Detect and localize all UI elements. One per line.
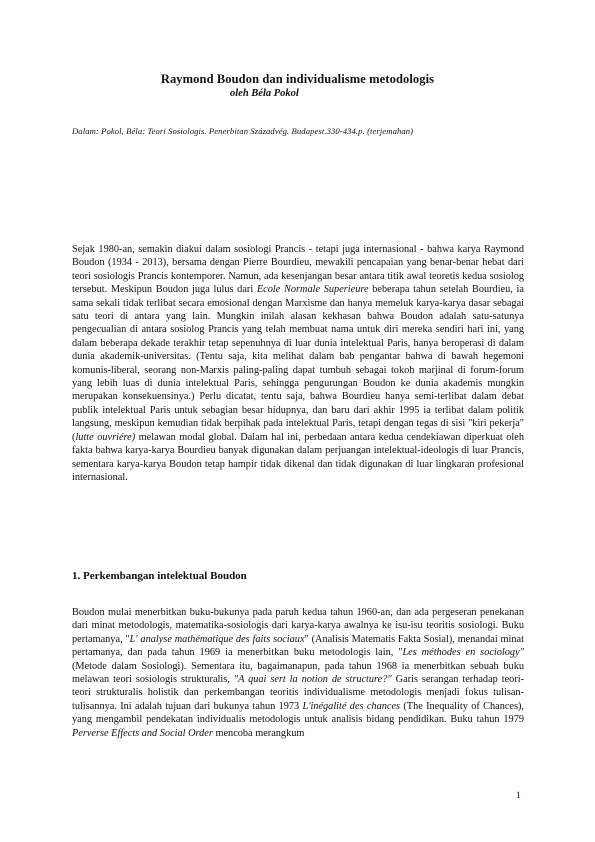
text-run: Boudon mulai menerbitkan buku-bukunya pada paruh kedua tahun 1960-an, dan ada pergeseran penekanan dari minat metodologis, matematika-sosiologis dari karya-karya awalnya ke isu-isu teoritis sosiologi. Buku pertamanya, " xyxy=(72,607,524,645)
document-title: Raymond Boudon dan individualisme metodologis xyxy=(160,72,435,86)
italic-title: L'inégalité des chances xyxy=(302,700,401,712)
text-run: melawan modal global. Dalam hal ini, perbedaan antara kedua cendekiawan diperkuat oleh fakta bahwa karya-karya Bourdieu banyak digunakan dalam perjuangan intelektual-ideologis di luar Prancis, sementara karya-karya Boudon tetap hampir tidak dikenal dan tidak digunakan di luar lingkaran profesional internasional. xyxy=(72,431,524,483)
section-heading: 1. Perkembangan intelektual Boudon xyxy=(72,570,247,582)
text-run: mencoba merangkum xyxy=(212,727,305,739)
page-number: 1 xyxy=(516,791,521,801)
text-run: Sejak 1980-an, semakin diakui dalam sosiologi Prancis - tetapi juga internasional - bahwa karya Raymond Boudon (1934 - 2013), bersama dengan Pierre Bourdieu, mewakili pencapaian yang benar-benar hebat dari teori sosiologis Prancis kontemporer. Namun, ada kesenjangan besar antara titik awal teoretis kedua sosiolog tersebut. Meskipun Boudon juga lulus dari xyxy=(72,244,524,296)
section-paragraph xyxy=(72,606,524,740)
text-run: " (Analisis Matematis Fakta Sosial), menandai minat pertamanya, dan pada tahun 1969 ia menerbitkan buku metodologis lain, " xyxy=(72,633,524,659)
italic-term: lutte ouvriére) xyxy=(75,431,136,443)
italic-title: "A quai sert la notion de structure?" xyxy=(233,674,392,686)
text-run: (Metode dalam Sosiologi). Sementara itu, bagaimanapun, pada tahun 1968 ia menerbitkan sebuah buku melawan teori sosiologis strukturalis, xyxy=(72,660,524,686)
italic-term: Ecole Normale Superieure xyxy=(256,284,369,296)
text-run: Garis serangan terhadap teori-teori strukturalis holistik dan perkembangan teoritis individualisme metodologis menjadi fokus tulisan-tulisannya. Ini adalah tujuan dari bukunya tahun 1973 xyxy=(72,674,525,712)
text-run: beberapa tahun setelah Bourdieu, ia sama sekali tidak terlibat secara emosional dengan Marxisme dan hanya memeluk karya-karya dasar sebagai satu teori di antara yang lain. Mungkin inilah alasan kekhasan bahwa Boudon adalah satu-satunya pengecualian di antara sosiolog Prancis yang telah membuat nama untuk diri mereka sendiri hari ini, yang dalam beberapa dekade terakhir tetap sepenuhnya di luar dunia intelektual Paris, hanya beroperasi di dalam dunia akademik-universitas. (Tentu saja, kita melihat dalam bab pengantar bahwa di bawah hegemoni komunis-liberal, seorang non-Marxis paling-paling dapat tumbuh sebagai tokoh marjinal di forum-forum yang lebih luas di dunia intelektual Paris, sehingga pengurungan Boudon ke dunia akademis mungkin merupakan konsekuensinya.) Perlu dicatat, tentu saja, bahwa Bourdieu hanya semi-terlibat dalam debat publik intelektual Paris untuk sebagian besar hidupnya, dan baru dari akhir 1995 ia terlibat dalam politik langsung, meskipun kemudian tidak berpihak pada intelektual Paris, tetapi dengan tegas di sisi "kiri pekerja" ( xyxy=(72,284,524,443)
intro-paragraph xyxy=(72,243,524,484)
source-citation: Dalam: Pokol, Béla: Teori Sosiologis. Penerbitan Századvég. Budapest.330-434.p. (terjemahan) xyxy=(72,126,414,136)
italic-title: Les méthodes en sociology" xyxy=(402,647,524,659)
author-byline: oleh Béla Pokol xyxy=(230,88,299,99)
text-run: (The Inequality of Chances), yang mengambil pendekatan individualis metodologis untuk analisis bidang pendidikan. Buku tahun 1979 xyxy=(72,700,524,726)
italic-title: L' analyse mathématique des faits sociaux xyxy=(129,633,305,645)
italic-title: Perverse Effects and Social Order xyxy=(72,727,213,739)
